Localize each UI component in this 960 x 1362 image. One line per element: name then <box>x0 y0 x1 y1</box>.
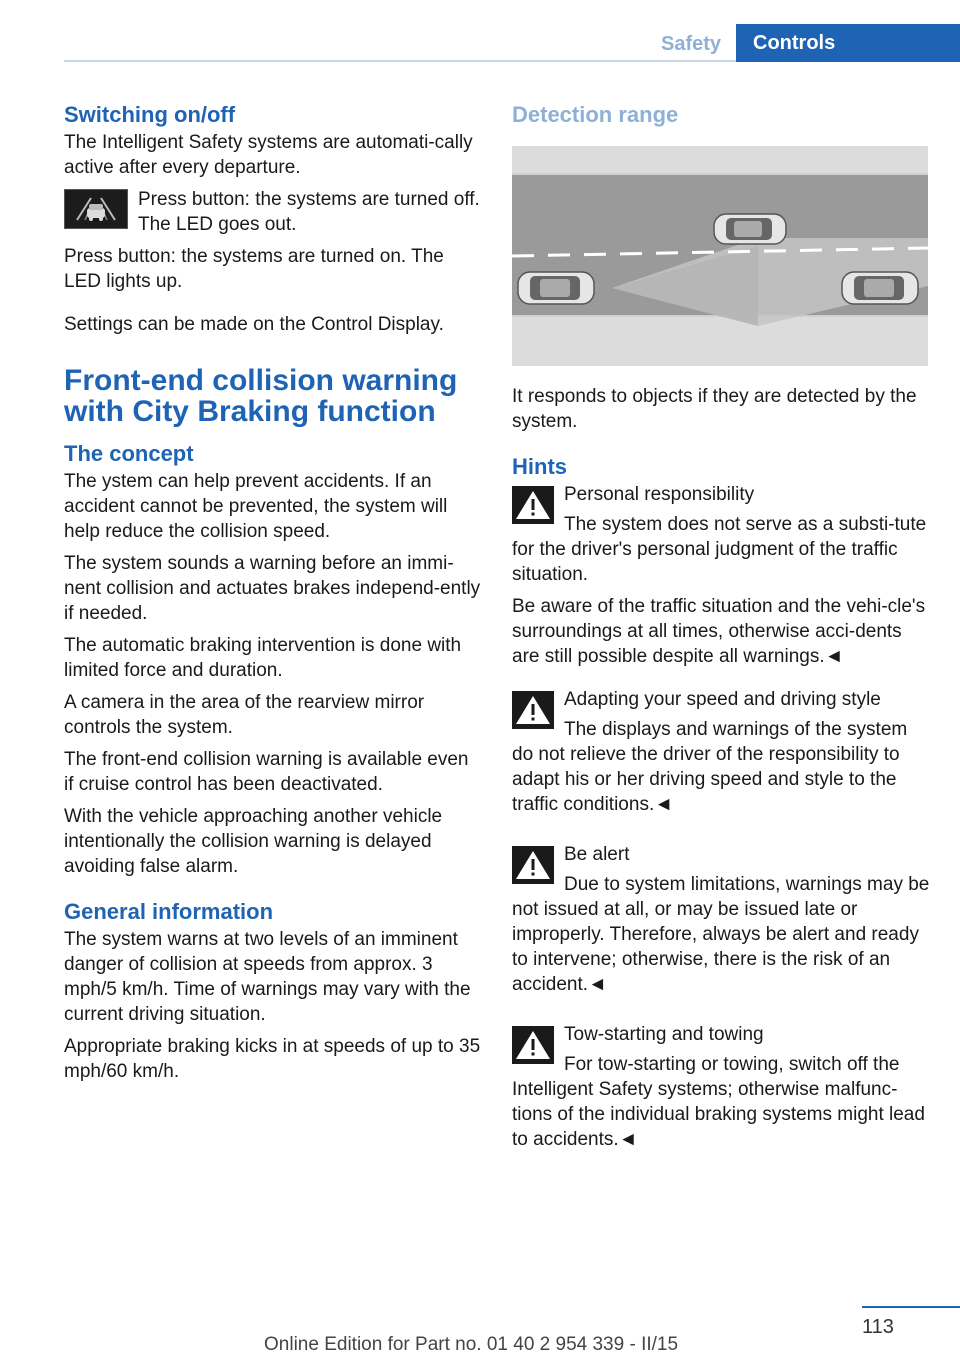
detection-title: Detection range <box>512 102 679 127</box>
switching-paragraph-2: Press button: the systems are turned off. The LED goes out. <box>138 189 480 235</box>
hint-be-alert <box>512 842 930 1004</box>
general-title: General information <box>64 899 274 924</box>
hint-1-body: The system does not serve as a substi-tute for the driver's personal judgment of the traffic situation. <box>512 514 927 585</box>
car-ahead-icon <box>714 214 786 244</box>
warning-triangle-icon <box>512 846 554 884</box>
detection-range-illustration <box>512 146 928 366</box>
edition-text: Online Edition for Part no. 01 40 2 954 339 - II/15 <box>264 1334 679 1355</box>
warning-triangle-icon <box>512 691 554 729</box>
hint-towing <box>512 1022 930 1159</box>
hint-adapting-speed <box>512 687 930 824</box>
left-column <box>64 100 482 1091</box>
concept-paragraph-5: The front-end collision warning is available even if cruise control has been deactivated. <box>64 749 469 795</box>
button-instruction <box>64 187 482 244</box>
hint-3-body: Due to system limitations, warnings may be not issued at all, or may be issued late or improperly. Therefore, always be alert and ready to intervene; otherwise, there is the risk of an accident.◄ <box>512 874 930 995</box>
main-section-title: Front-end collision warning with City Braking function <box>64 364 458 428</box>
hint-4-title: Tow-starting and towing <box>564 1024 764 1045</box>
general-paragraph-1: The system warns at two levels of an imminent danger of collision at speeds from approx. 3 mph/5 km/h. Time of warnings may vary with the current driving situation. <box>64 929 471 1025</box>
hint-2-body: The displays and warnings of the system do not relieve the driver of the responsibility to adapt his or her driving speed and style to the traffic conditions.◄ <box>512 719 908 815</box>
switching-paragraph-4: Settings can be made on the Control Display. <box>64 314 444 335</box>
general-paragraph-2: Appropriate braking kicks in at speeds of up to 35 mph/60 km/h. <box>64 1036 481 1082</box>
switching-paragraph-3: Press button: the systems are turned on. The LED lights up. <box>64 246 444 292</box>
footer-rule <box>862 1306 960 1308</box>
safety-button-icon <box>64 189 128 229</box>
own-car-icon <box>518 272 594 304</box>
hint-personal-responsibility <box>512 482 930 594</box>
hints-title: Hints <box>512 454 567 479</box>
hint-1-title: Personal responsibility <box>564 484 755 505</box>
header-chapter-tab: Controls <box>736 24 960 62</box>
header-section-tab: Safety <box>660 33 722 55</box>
right-column <box>512 100 930 1159</box>
switching-title: Switching on/off <box>64 102 236 127</box>
concept-paragraph-4: A camera in the area of the rearview mirror controls the system. <box>64 692 425 738</box>
concept-paragraph-6: With the vehicle approaching another vehicle intentionally the collision warning is delayed avoiding false alarm. <box>64 806 443 877</box>
concept-paragraph-3: The automatic braking intervention is done with limited force and duration. <box>64 635 462 681</box>
hint-2-title: Adapting your speed and driving style <box>564 689 881 710</box>
page-number: 113 <box>862 1316 894 1338</box>
hint-4-body: For tow-starting or towing, switch off the Intelligent Safety systems; otherwise malfunc-tions of the individual braking systems might lead to accidents.◄ <box>512 1054 925 1150</box>
concept-paragraph-2: The system sounds a warning before an immi-nent collision and actuates brakes independ-ently if needed. <box>64 553 481 624</box>
switching-paragraph-1: The Intelligent Safety systems are automati-cally active after every departure. <box>64 132 473 178</box>
warning-triangle-icon <box>512 486 554 524</box>
hint-1-body-2: Be aware of the traffic situation and the vehi-cle's surroundings at all times, otherwise acci-dents are still possible despite all warnings.◄ <box>512 596 926 667</box>
car-front-icon <box>842 272 918 304</box>
hint-3-title: Be alert <box>564 844 630 865</box>
concept-title: The concept <box>64 441 194 466</box>
detection-paragraph-1: It responds to objects if they are detected by the system. <box>512 386 917 432</box>
warning-triangle-icon <box>512 1026 554 1064</box>
concept-paragraph-1: The ystem can help prevent accidents. If an accident cannot be prevented, the system will help reduce the collision speed. <box>64 471 448 542</box>
